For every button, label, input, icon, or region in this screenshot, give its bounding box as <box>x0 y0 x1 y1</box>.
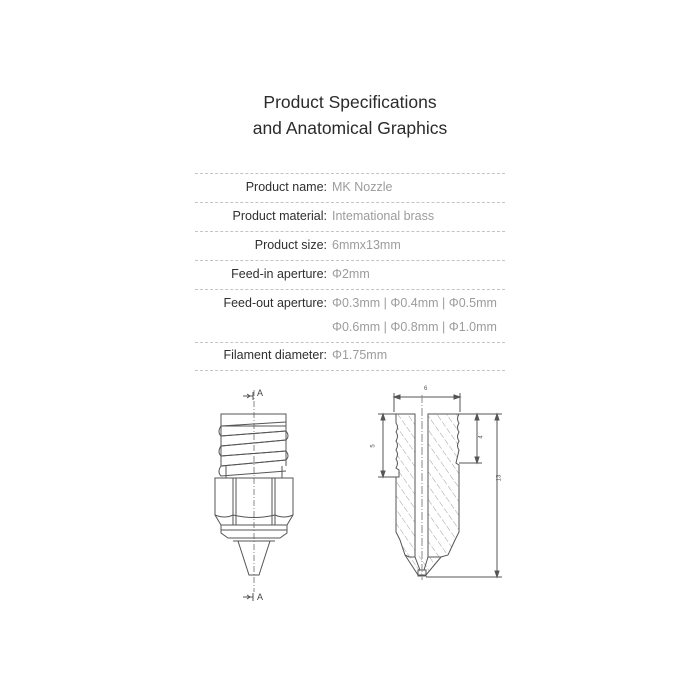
spec-label: Feed-in aperture: <box>231 267 327 281</box>
page-title-line-2: and Anatomical Graphics <box>252 118 448 138</box>
divider <box>195 173 505 174</box>
spec-value: Φ0.3mm | Φ0.4mm | Φ0.5mm <box>332 296 497 310</box>
divider <box>195 342 505 343</box>
dimension-thread-right-label: 4 <box>478 435 485 439</box>
dimension-thread-left-label: 5 <box>370 444 377 448</box>
spec-value-line-2: Φ0.6mm | Φ0.8mm | Φ1.0mm <box>332 320 497 334</box>
spec-label: Product size: <box>254 238 327 252</box>
divider <box>195 260 505 261</box>
dimension-height-label: 13 <box>496 474 503 482</box>
spec-label: Product material: <box>232 209 327 223</box>
section-mark-top-label: A <box>257 388 264 398</box>
divider <box>195 202 505 203</box>
divider <box>195 231 505 232</box>
spec-label: Product name: <box>245 180 327 194</box>
divider <box>195 289 505 290</box>
dimension-width-label: 6 <box>424 386 428 392</box>
spec-value: 6mmx13mm <box>332 238 401 252</box>
section-mark-bottom-label: A <box>257 592 264 602</box>
spec-value: Φ2mm <box>332 267 370 281</box>
page-title-line-1: Product Specifications <box>263 92 437 112</box>
divider <box>195 370 505 371</box>
spec-value: Φ1.75mm <box>332 348 388 362</box>
spec-value: Intemational brass <box>332 209 435 223</box>
spec-label: Filament diameter: <box>223 348 327 362</box>
spec-value: MK Nozzle <box>332 180 393 194</box>
spec-label: Feed-out aperture: <box>223 296 327 310</box>
